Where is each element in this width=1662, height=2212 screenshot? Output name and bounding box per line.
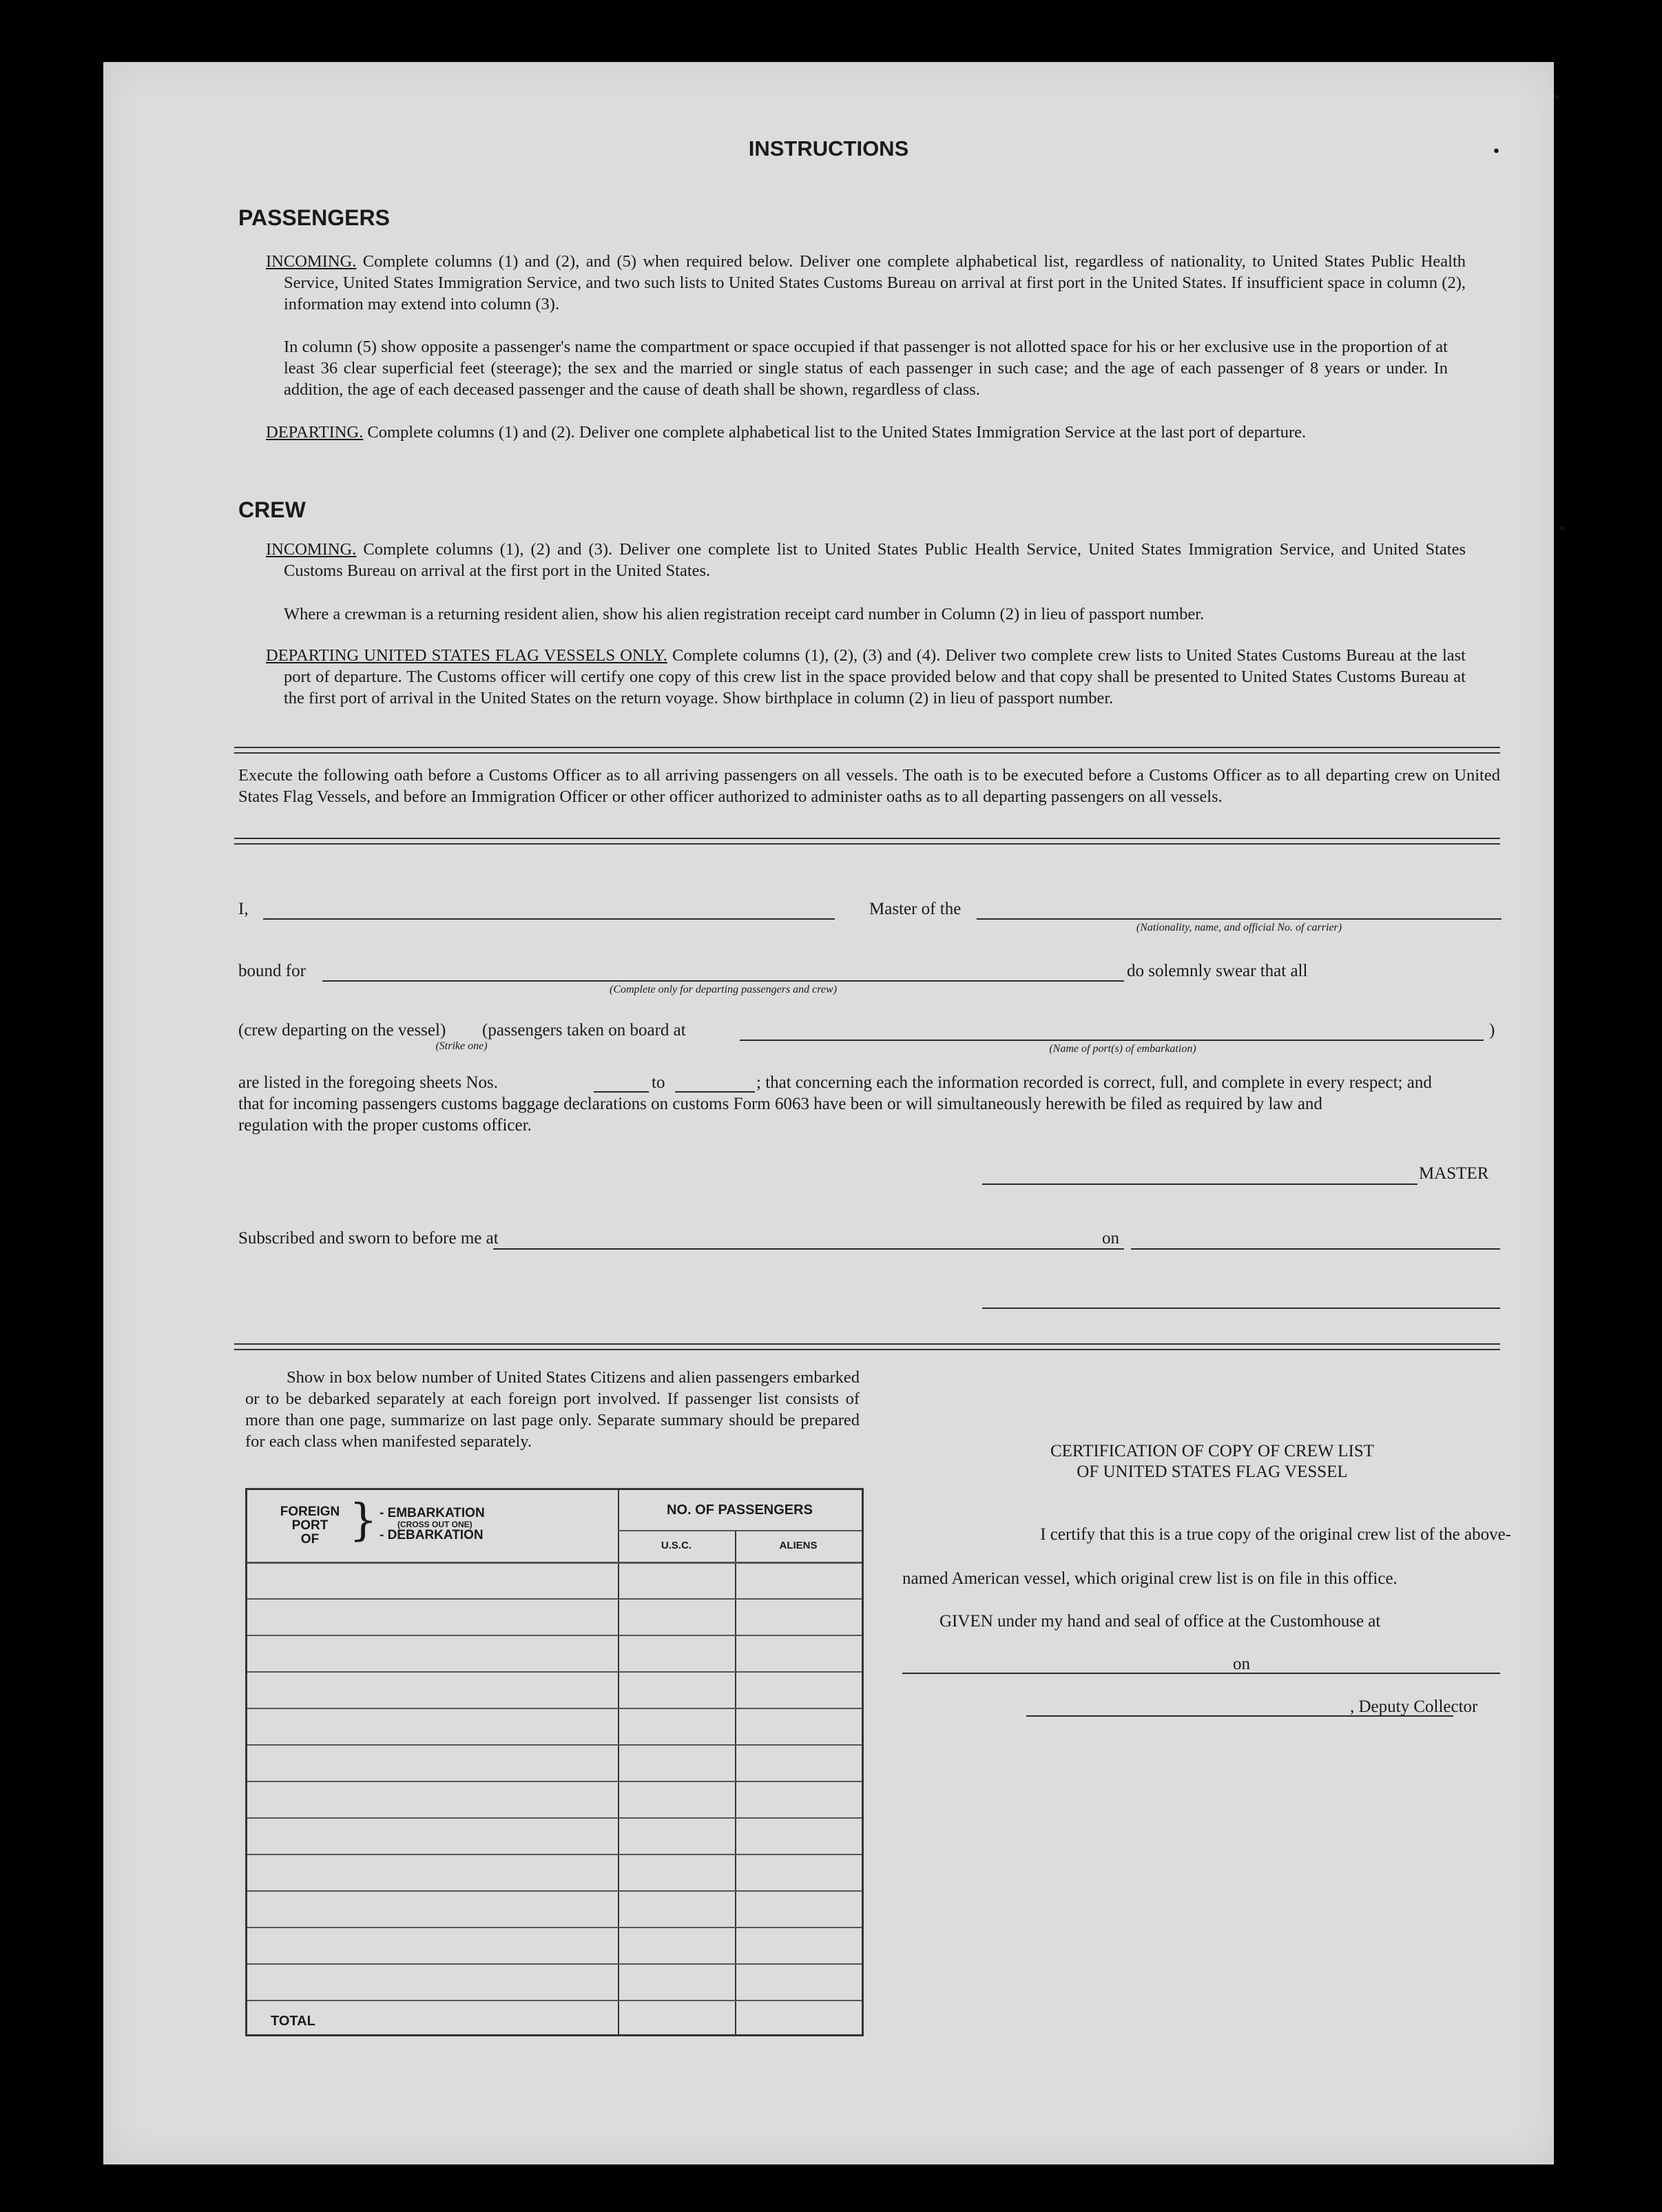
table-row[interactable] bbox=[247, 1890, 862, 1892]
certification-line-1: I certify that this is a true copy of the original crew list of the above- bbox=[1040, 1525, 1511, 1544]
sheet-to-line[interactable] bbox=[675, 1091, 755, 1093]
sworn-at-line[interactable] bbox=[493, 1248, 1124, 1250]
solemnly-swear-label: do solemnly swear that all bbox=[1127, 962, 1308, 980]
strike-one-caption: (Strike one) bbox=[435, 1040, 488, 1052]
deputy-collector-label: , Deputy Collector bbox=[1350, 1697, 1478, 1716]
listed-suffix: ; that concerning each the information recorded is correct, full, and complete in every respect; and bbox=[756, 1073, 1432, 1092]
summary-instruction: Show in box below number of United States Citizens and alien passengers embarked or to be debarked separately at each foreign port involved. If passenger list consists of more than one page, summarize on last page only. Separate summary should be prepared for each class when manifested separately. bbox=[245, 1368, 860, 1451]
table-row[interactable] bbox=[247, 1671, 862, 1673]
table-row[interactable] bbox=[247, 1854, 862, 1855]
corner-mark: • bbox=[1552, 90, 1561, 107]
no-of-passengers-header: NO. OF PASSENGERS bbox=[667, 1502, 813, 1518]
of-label: OF bbox=[300, 1532, 320, 1547]
section-divider bbox=[234, 747, 1500, 754]
section-divider bbox=[234, 838, 1500, 845]
crew-incoming-text: Complete columns (1), (2) and (3). Deliver one complete list to United States Public Health Service, United States Immigration Service, and United States Customs Bureau on arrival at the first port in the United States. bbox=[284, 540, 1466, 580]
passengers-departing-text: Complete columns (1) and (2). Deliver one complete alphabetical list to the United States Immigration Service at the last port of departure. bbox=[367, 423, 1307, 442]
aliens-header: ALIENS bbox=[779, 1540, 818, 1551]
table-row[interactable] bbox=[247, 1781, 862, 1782]
margin-mark: • bbox=[1558, 521, 1567, 538]
passengers-departing-paragraph bbox=[266, 422, 1466, 443]
cross-out-note: (CROSS OUT ONE) bbox=[397, 1520, 472, 1529]
listed-prefix: are listed in the foregoing sheets Nos. bbox=[238, 1073, 498, 1092]
crew-departing-text: Complete columns (1), (2), (3) and (4). Deliver two complete crew lists to United States Customs Bureau at the last port of departure. The Customs officer will certify one copy of this crew list in the space provided below and that copy shall be presented to United States Customs Bureau at the first port of arrival in the United States on the return voyage. Show birthplace in column (2) in lieu of passport number. bbox=[284, 646, 1466, 707]
master-of-the-label: Master of the bbox=[869, 900, 962, 918]
passengers-incoming-paragraph bbox=[266, 251, 1466, 315]
crew-departing-label: DEPARTING UNITED STATES FLAG VESSELS ONLY. bbox=[266, 646, 667, 665]
crew-resident-paragraph: Where a crewman is a returning resident alien, show his alien registration receipt card number in Column (2) in lieu of passport number. bbox=[284, 605, 1205, 623]
crew-heading: CREW bbox=[238, 497, 306, 522]
crew-departing-option[interactable]: (crew departing on the vessel) bbox=[238, 1021, 446, 1040]
certification-on-label: on bbox=[1233, 1655, 1250, 1673]
corner-mark: • bbox=[1492, 143, 1501, 161]
section-divider bbox=[234, 1343, 1500, 1350]
table-row[interactable] bbox=[247, 2000, 862, 2001]
passengers-column5-paragraph: In column (5) show opposite a passenger's name the compartment or space occupied if that passenger is not allotted space for his or her exclusive use in the proportion of at least 36 clear superficial feet (steerage); the sex and the married or single status of each passenger in such case; and the age of each passenger of 8 years or under. In addition, the age of each deceased passenger and the cause of death shall be shown, regardless of class. bbox=[284, 338, 1448, 399]
document-page bbox=[103, 62, 1567, 2164]
complete-only-caption: (Complete only for departing passengers and crew) bbox=[609, 984, 838, 995]
passengers-heading: PASSENGERS bbox=[238, 205, 390, 230]
close-paren: ) bbox=[1489, 1021, 1495, 1040]
embarkation-option[interactable]: - EMBARKATION bbox=[380, 1506, 485, 1520]
bound-for-line[interactable] bbox=[322, 980, 1124, 982]
table-row[interactable] bbox=[247, 1635, 862, 1636]
table-row[interactable] bbox=[247, 1744, 862, 1746]
master-signature-line[interactable] bbox=[982, 1183, 1417, 1185]
oath-instruction: Execute the following oath before a Customs Officer as to all arriving passengers on all vessels. The oath is to be executed before a Customs Officer as to all departing crew on United States Flag Vessels, and before an Immigration Officer or other officer authorized to administer oaths as to all departing passengers on all vessels. bbox=[238, 766, 1500, 806]
master-name-line[interactable] bbox=[263, 918, 835, 920]
listed-line-3: regulation with the proper customs officer. bbox=[238, 1116, 532, 1135]
certification-date-line[interactable] bbox=[1263, 1673, 1500, 1674]
page-title: INSTRUCTIONS bbox=[748, 136, 909, 161]
crew-incoming-label: INCOMING. bbox=[266, 540, 357, 559]
foreign-label: FOREIGN bbox=[280, 1505, 340, 1519]
passengers-incoming-label: INCOMING. bbox=[266, 252, 357, 271]
listed-to: to bbox=[652, 1073, 665, 1092]
table-row[interactable] bbox=[247, 1708, 862, 1709]
bracket-icon: } bbox=[349, 1495, 377, 1546]
passengers-incoming-text: Complete columns (1) and (2), and (5) when required below. Deliver one complete alphabetical list, regardless of nationality, to United States Public Health Service, United States Immigration Service, and two such lists to United States Customs Bureau on arrival at first port in the United States. If insufficient space in column (2), information may extend into column (3). bbox=[284, 252, 1466, 313]
nationality-caption: (Nationality, name, and official No. of carrier) bbox=[1136, 922, 1342, 933]
certification-heading-2: OF UNITED STATES FLAG VESSEL bbox=[1077, 1462, 1348, 1481]
table-row[interactable] bbox=[247, 1817, 862, 1819]
subscribed-label: Subscribed and sworn to before me at bbox=[238, 1229, 499, 1248]
master-label: MASTER bbox=[1419, 1164, 1489, 1183]
debarkation-option[interactable]: - DEBARKATION bbox=[380, 1528, 484, 1542]
crew-departing-paragraph bbox=[266, 645, 1466, 709]
crew-incoming-paragraph bbox=[266, 539, 1466, 581]
table-row[interactable] bbox=[247, 1963, 862, 1965]
certification-line-2: named American vessel, which original crew list is on file in this office. bbox=[902, 1569, 1398, 1588]
ports-caption: (Name of port(s) of embarkation) bbox=[1049, 1043, 1196, 1055]
bound-for-label: bound for bbox=[238, 962, 306, 980]
embarkation-ports-line[interactable] bbox=[740, 1040, 1484, 1041]
table-row[interactable] bbox=[247, 1598, 862, 1600]
passengers-departing-label: DEPARTING. bbox=[266, 423, 364, 442]
port-label: PORT bbox=[291, 1518, 329, 1533]
oath-i-label: I, bbox=[238, 900, 249, 918]
usc-header: U.S.C. bbox=[661, 1540, 692, 1551]
total-label: TOTAL bbox=[271, 2014, 315, 2029]
passengers-taken-option[interactable]: (passengers taken on board at bbox=[482, 1021, 686, 1040]
passenger-summary-table bbox=[245, 1488, 864, 2036]
sheet-from-line[interactable] bbox=[594, 1091, 649, 1093]
listed-line-2: that for incoming passengers customs baggage declarations on customs Form 6063 have been or will simultaneously herewith be filed as required by law and bbox=[238, 1095, 1322, 1113]
certification-line-3: GIVEN under my hand and seal of office at the Customhouse at bbox=[939, 1612, 1381, 1631]
carrier-line[interactable] bbox=[977, 918, 1502, 920]
certification-heading-1: CERTIFICATION OF COPY OF CREW LIST bbox=[1050, 1442, 1375, 1460]
sworn-on-label: on bbox=[1102, 1229, 1119, 1248]
table-row[interactable] bbox=[247, 1927, 862, 1928]
officer-signature-line[interactable] bbox=[982, 1307, 1500, 1309]
sworn-date-line[interactable] bbox=[1131, 1248, 1500, 1250]
